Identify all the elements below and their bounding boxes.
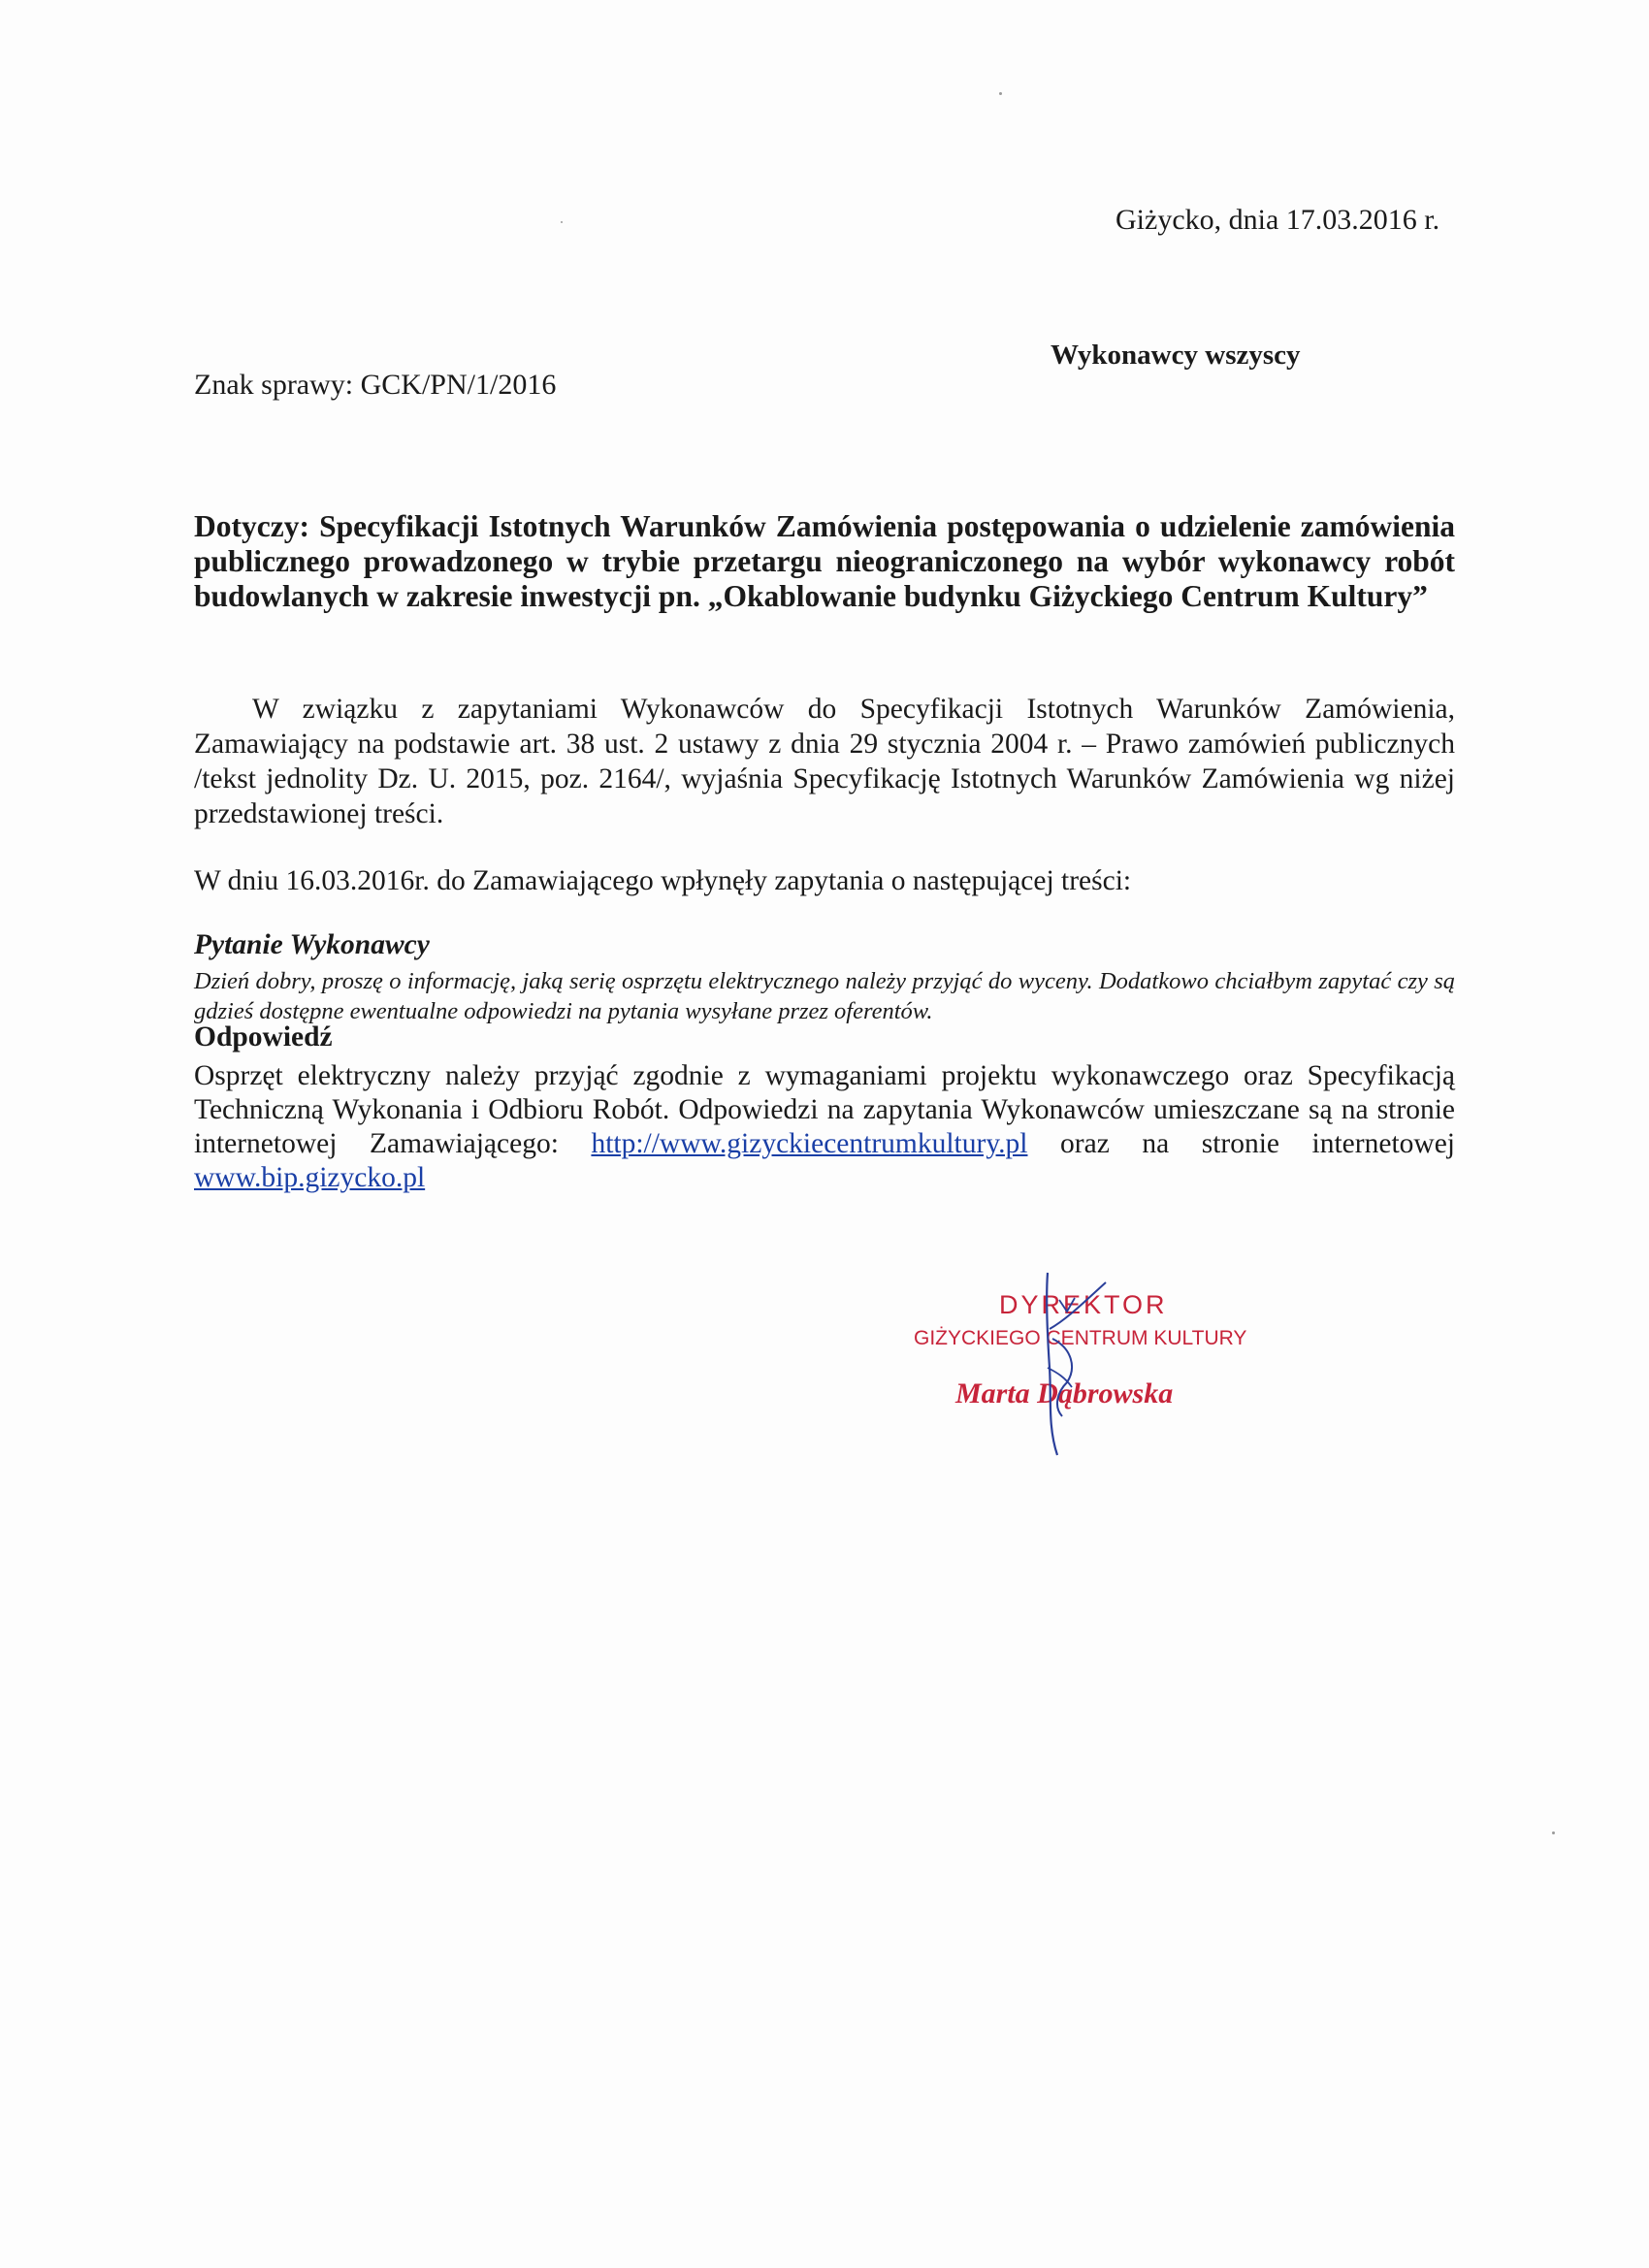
answer-text-part1: Osprzęt elektryczny należy przyjąć zgodnie z wymaganiami projektu wykonawczego oraz Specyfikacją Techniczną Wykonania i Odbioru Robót. Odpowiedzi na zapytania Wykonawców umieszczane są na stronie internetowej Zamawiającego:: [194, 1060, 1455, 1159]
place-and-date: Giżycko, dnia 17.03.2016 r.: [1116, 204, 1440, 236]
stamp-title: DYREKTOR: [999, 1290, 1168, 1319]
answer-text-part2: oraz na stronie internetowej: [1027, 1128, 1455, 1159]
stamp-name: Marta Dąbrowska: [955, 1377, 1174, 1409]
recipient: Wykonawcy wszyscy: [1051, 340, 1301, 371]
question-text: Dzień dobry, proszę o informację, jaką serię osprzętu elektrycznego należy przyjąć do wyceny. Dodatkowo chciałbym zapytać czy są gdzieś dostępne ewentualne odpowiedzi na pytania wysyłane przez oferentów.: [194, 968, 1455, 1024]
subject-block: [194, 509, 1455, 614]
stamp-organization: GIŻYCKIEGO CENTRUM KULTURY: [914, 1327, 1247, 1349]
subject-label: Dotyczy:: [194, 509, 309, 543]
answer-text: [194, 1059, 1455, 1195]
question-heading: Pytanie Wykonawcy: [194, 929, 430, 960]
scan-speck: [1552, 1831, 1555, 1834]
subject-text: Specyfikacji Istotnych Warunków Zamówienia postępowania o udzielenie zamówienia publicznego prowadzonego w trybie przetargu nieograniczonego na wybór wykonawcy robót budowlanych w zakresie inwestycji pn. „Okablowanie budynku Giżyckiego Centrum Kultury”: [194, 509, 1455, 613]
scan-speck: [999, 92, 1002, 95]
intro-paragraph: W związku z zapytaniami Wykonawców do Specyfikacji Istotnych Warunków Zamówienia, Zamawiający na podstawie art. 38 ust. 2 ustawy z dnia 29 stycznia 2004 r. – Prawo zamówień publicznych /tekst jednolity Dz. U. 2015, poz. 2164/, wyjaśnia Specyfikację Istotnych Warunków Zamówienia wg niżej przedstawionej treści.: [194, 694, 1455, 829]
website-link[interactable]: http://www.gizyckiecentrumkultury.pl: [591, 1128, 1028, 1159]
bip-link[interactable]: www.bip.gizycko.pl: [194, 1162, 426, 1193]
director-stamp: [902, 1261, 1290, 1474]
scan-speck: [561, 221, 563, 223]
case-reference: Znak sprawy: GCK/PN/1/2016: [194, 369, 557, 401]
answer-heading: Odpowiedź: [194, 1021, 333, 1053]
received-paragraph: W dniu 16.03.2016r. do Zamawiającego wpłynęły zapytania o następującej treści:: [194, 865, 1132, 896]
